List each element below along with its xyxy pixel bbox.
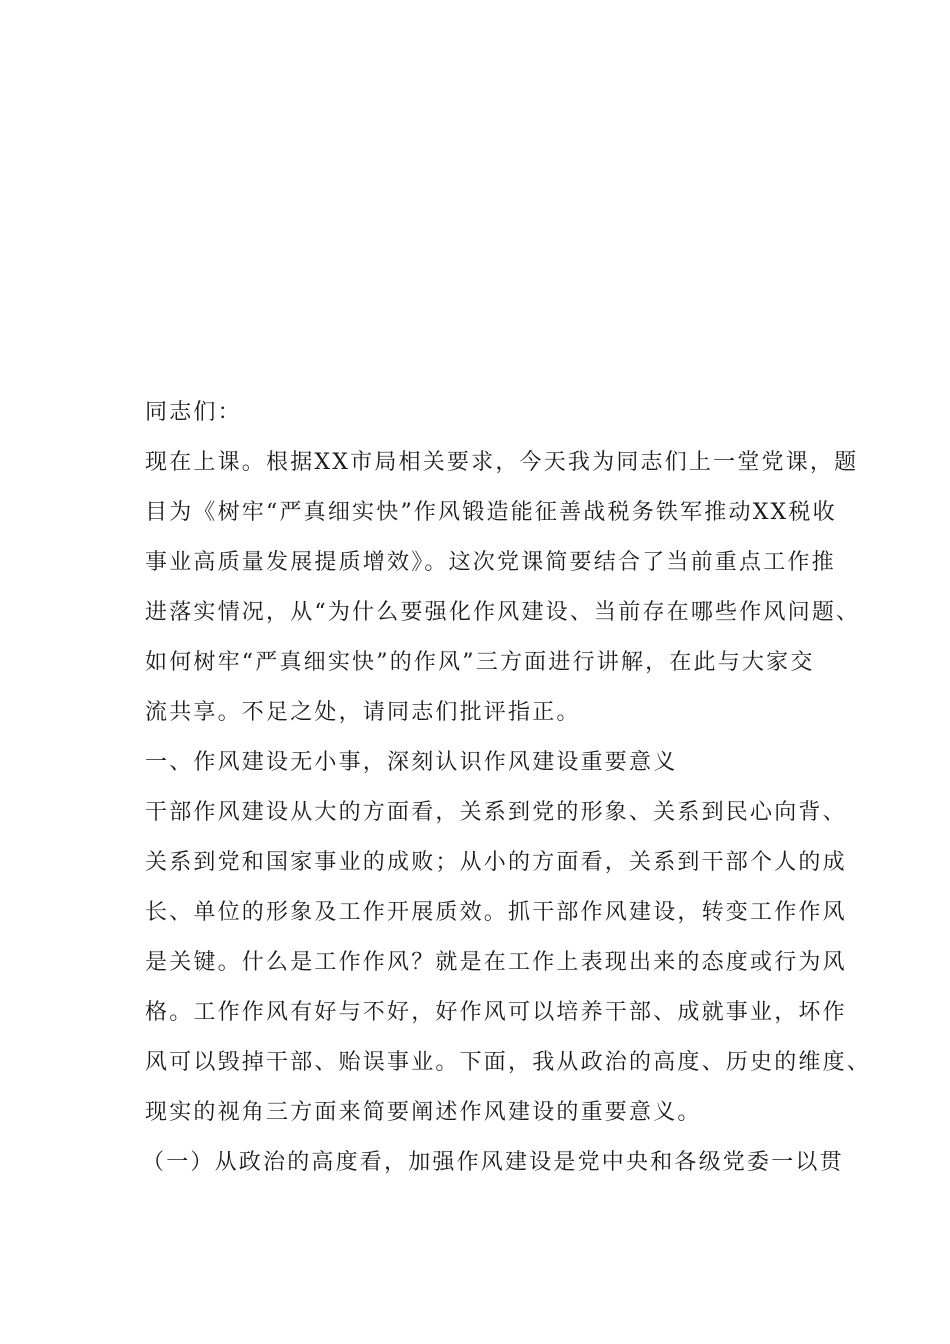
- salutation: 同志们：: [145, 400, 242, 425]
- section-heading: 一、作风建设无小事，深刻认识作风建设重要意义: [145, 750, 678, 775]
- paragraph-line: 现在上课。根据XX市局相关要求，今天我为同志们上一堂党课，题: [145, 450, 859, 475]
- paragraph-line: 流共享。不足之处，请同志们批评指正。: [145, 700, 581, 725]
- paragraph-line: 目为《树牢“严真细实快”作风锻造能征善战税务铁军推动XX税收: [145, 500, 837, 525]
- paragraph-line: 如何树牢“严真细实快”的作风”三方面进行讲解，在此与大家交: [145, 650, 815, 675]
- paragraph-line: 长、单位的形象及工作开展质效。抓干部作风建设，转变工作作风: [145, 900, 847, 925]
- paragraph-line: 风可以毁掉干部、贻误事业。下面，我从政治的高度、历史的维度、: [145, 1050, 872, 1075]
- paragraph-line: 事业高质量发展提质增效》。这次党课简要结合了当前重点工作推: [145, 550, 836, 575]
- subsection-heading: （一）从政治的高度看，加强作风建设是党中央和各级党委一以贯: [142, 1150, 844, 1175]
- paragraph-line: 关系到党和国家事业的成败；从小的方面看，关系到干部个人的成: [145, 850, 847, 875]
- paragraph-line: 进落实情况，从“为什么要强化作风建设、当前存在哪些作风问题、: [145, 600, 861, 625]
- paragraph-line: 格。工作作风有好与不好，好作风可以培养干部、成就事业，坏作: [145, 1000, 847, 1025]
- paragraph-line: 是关键。什么是工作作风？就是在工作上表现出来的态度或行为风: [145, 950, 847, 975]
- paragraph-line: 现实的视角三方面来简要阐述作风建设的重要意义。: [145, 1100, 702, 1125]
- paragraph-line: 干部作风建设从大的方面看，关系到党的形象、关系到民心向背、: [145, 800, 847, 825]
